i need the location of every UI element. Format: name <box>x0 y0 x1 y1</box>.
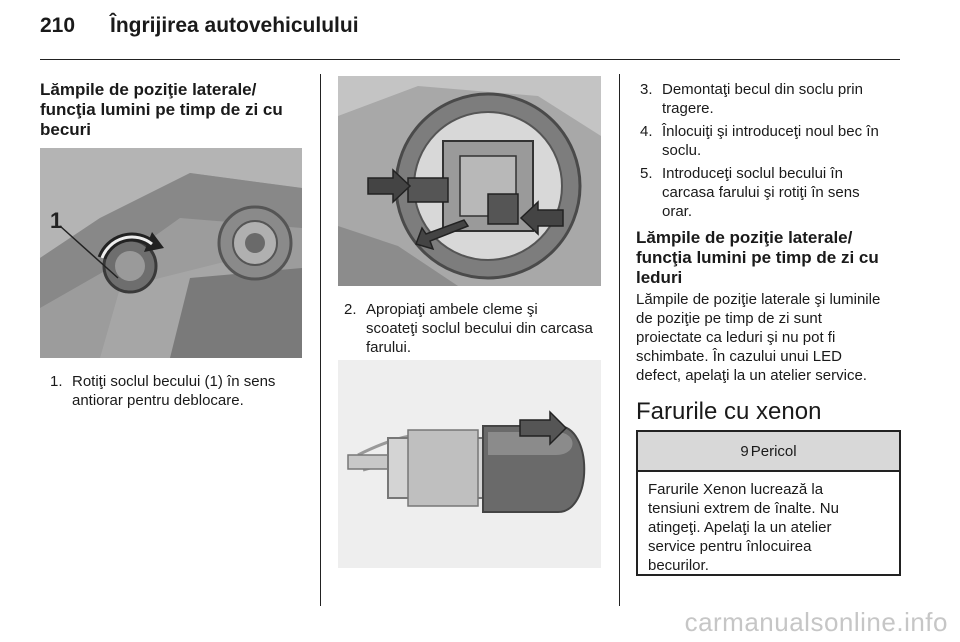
step-number: 4. <box>640 123 653 140</box>
column-divider-2 <box>619 74 620 606</box>
step-text: Înlocuiţi şi introduceţi noul bec în soclu. <box>662 123 879 159</box>
danger-warning-box <box>636 430 901 576</box>
step-4 <box>640 122 902 160</box>
step-number: 5. <box>640 165 653 182</box>
step-number: 1. <box>50 373 63 390</box>
warning-title: Pericol <box>750 442 797 460</box>
step-1 <box>50 372 310 410</box>
page-header <box>40 14 359 46</box>
step-2 <box>344 300 606 357</box>
step-3 <box>640 80 902 118</box>
step-5 <box>640 164 902 221</box>
page-number: 210 <box>40 14 76 37</box>
column-divider-1 <box>320 74 321 606</box>
page-title: Îngrijirea autovehiculului <box>110 14 359 37</box>
photo-callout-1: 1 <box>50 208 63 233</box>
photo-bulb-socket-rotate <box>40 148 302 358</box>
step-text: Apropiaţi ambele cleme şi scoateţi soclul becului din carcasa farului. <box>366 301 593 356</box>
section-heading-leds: Lămpile de poziţie laterale/ funcţia lumini pe timp de zi cu leduri <box>636 228 879 287</box>
step-number: 2. <box>344 301 357 318</box>
warning-body: Farurile Xenon lucrează la tensiuni extrem de înalte. Nu atingeţi. Apelaţi la un atelier service pentru înlocuirea becurilor. <box>648 481 839 574</box>
step-text: Introduceţi soclul becului în carcasa farului şi rotiţi în sens orar. <box>662 165 860 220</box>
section-heading-xenon: Farurile cu xenon <box>636 398 822 425</box>
photo-bulb-removal <box>338 360 601 568</box>
step-text: Demontaţi becul din soclu prin tragere. <box>662 81 863 117</box>
header-rule <box>40 59 900 60</box>
step-number: 3. <box>640 81 653 98</box>
warning-triangle-icon: 9 <box>740 442 749 460</box>
step-text: Rotiţi soclul becului (1) în sens antiorar pentru deblocare. <box>72 373 276 409</box>
warning-header <box>638 432 899 472</box>
section-heading-bulbs: Lămpile de poziţie laterale/ funcţia lumini pe timp de zi cu becuri <box>40 80 283 139</box>
photo-headlamp-clips <box>338 76 601 286</box>
led-paragraph: Lămpile de poziţie laterale şi luminile de poziţie pe timp de zi sunt proiectate ca leduri şi nu pot fi schimbate. În cazului unui LED defect, apelaţi la un atelier service. <box>636 291 881 384</box>
watermark: carmanualsonline.info <box>684 607 948 637</box>
